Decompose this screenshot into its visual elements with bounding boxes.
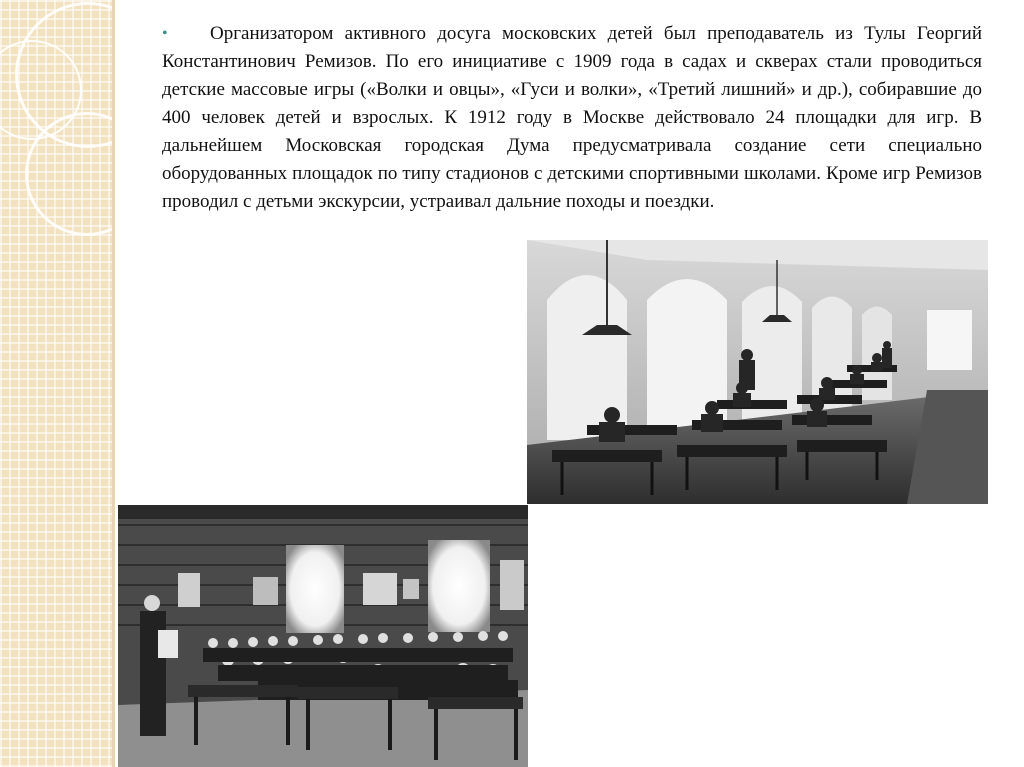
side-band-divider (112, 0, 115, 767)
text-block (162, 20, 982, 216)
village-school-illustration (118, 505, 528, 767)
classroom-hall-photo (527, 240, 988, 504)
main-paragraph: Организатором активного досуга московских детей был преподаватель из Тулы Георгий Константинович Ремизов. По его инициативе с 1909 года в садах и скверах стали проводиться детские массовые игры («Волки и овцы», «Гуси и волки», «Третий лишний» и др.), собиравшие до 400 человек детей и взрослых. К 1912 году в Москве действовало 24 площадки для игр. В дальнейшем Московская городская Дума предусматривала создание сети специально оборудованных площадок по типу стадионов с детскими спортивными школами. Кроме игр Ремизов проводил с детьми экскурсии, устраивал дальние походы и поездки. (162, 23, 982, 212)
classroom-hall-illustration (527, 240, 988, 504)
bullet-marker: • (162, 25, 168, 42)
decorative-side-band (0, 0, 112, 767)
village-school-photo (118, 505, 528, 767)
